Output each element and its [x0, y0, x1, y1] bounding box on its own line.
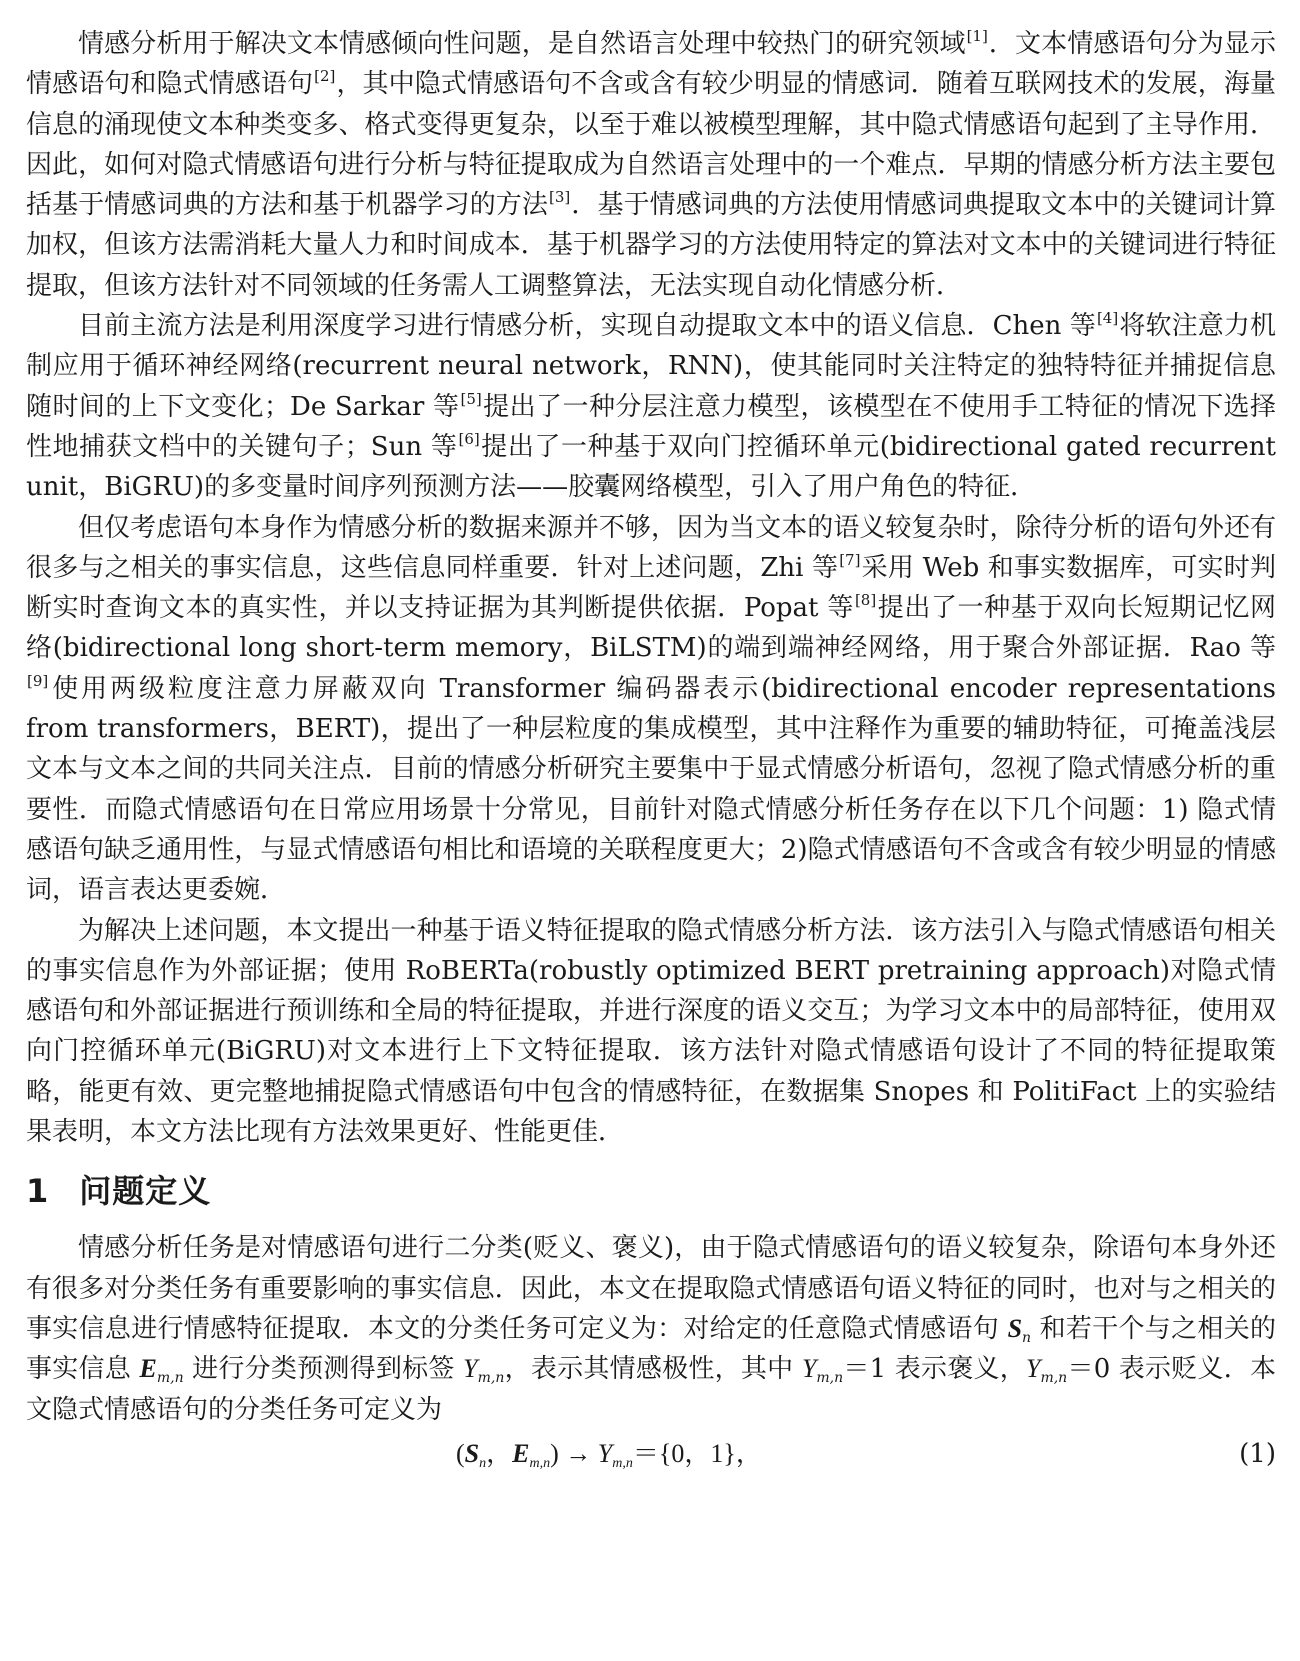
eq-symbol-Y: Y — [597, 1438, 613, 1468]
eq-arrow: → — [558, 1438, 598, 1468]
citation-ref: [7] — [839, 550, 861, 569]
definition-text-3: 进行分类预测得到标签 — [183, 1354, 464, 1385]
citation-ref: [3] — [549, 188, 571, 207]
paragraph-text: 为解决上述问题，本文提出一种基于语义特征提取的隐式情感分析方法．该方法引入与隐式情感语句相关的事实信息作为外部证据；使用 RoBERTa(robustly optimized BERT pretraining approach)对隐式情感语句和外部证据进行预训练和全局的特征提取，并进行深度的语义交互；为学习文本中的局部特征，使用双向门控循环单元(BiGRU)对文本进行上下文特征提取．该方法针对隐式情感语句设计了不同的特征提取策略，能更有效、更完整地捕捉隐式情感语句中包含的情感特征，在数据集 Snopes 和 PolitiFact 上的实验结果表明，本文方法比现有方法效果更好、性能更佳． — [26, 915, 1276, 1148]
symbol-Y: Y — [463, 1354, 478, 1384]
subscript-mn: m,n — [816, 1370, 844, 1387]
body-paragraph — [26, 306, 1276, 507]
body-paragraph — [26, 508, 1276, 911]
citation-ref: [9] — [27, 671, 49, 690]
paragraph-text: 提出了一种基于双向门控循环单元(bidirectional gated recurrent unit，BiGRU)的多变量时间序列预测方法——胶囊网络模型，引入了用户角色的特征． — [26, 431, 1276, 503]
section-title: 问题定义 — [79, 1172, 212, 1211]
eq-subscript-n: n — [479, 1455, 487, 1471]
definition-text-4: ，表示其情感极性，其中 — [504, 1354, 802, 1385]
eq-rhs: ＝{0，1}， — [632, 1438, 762, 1468]
paragraph-text: ．基于情感词典的方法使用情感词典提取文本中的关键词计算加权，但该方法需消耗大量人力和时间成本．基于机器学习的方法使用特定的算法对文本中的关键词进行特征提取，但该方法针对不同领域的任务需人工调整算法，无法实现自动化情感分析． — [26, 190, 1276, 301]
subscript-mn: m,n — [477, 1370, 505, 1387]
citation-ref: [8] — [854, 591, 877, 610]
paragraph-text: 采用 Web 和事实数据库，可实时判断实时查询文本的真实性，并以支持证据为其判断提供依据．Popat 等 — [26, 552, 1276, 624]
paragraph-text: 情感分析用于解决文本情感倾向性问题，是自然语言处理中较热门的研究领域 — [78, 29, 966, 59]
symbol-S: S — [1007, 1313, 1023, 1343]
paragraph-text: ．文本情感语句分为显示情感语句和隐式情感语句 — [26, 29, 1276, 100]
definition-text-6: ＝0 表示贬义．本文隐式情感语句的分类任务可定义为 — [26, 1354, 1277, 1425]
citation-ref: [2] — [314, 67, 336, 86]
definition-text-1: 情感分析任务是对情感语句进行二分类(贬义、褒义)，由于隐式情感语句的语义较复杂，除语句本身外还有很多对分类任务有重要影响的事实信息．因此，本文在提取隐式情感语句语义特征的同时，也对与之相关的事实信息进行情感特征提取．本文的分类任务可定义为：对给定的任意隐式情感语句 — [26, 1233, 1276, 1344]
eq-paren-close: ) — [550, 1438, 559, 1468]
paragraph-text: 使用两级粒度注意力屏蔽双向 Transformer 编码器表示(bidirectional encoder representations from transformers，BERT)，提出了一种层粒度的集成模型，其中注释作为重要的辅助特征，可掩盖浅层文本与文本之间的共同关注点．目前的情感分析研究主要集中于显式情感分析语句，忽视了隐式情感分析的重要性．而隐式情感语句在日常应用场景十分常见，目前针对隐式情感分析任务存在以下几个问题：1) 隐式情感语句缺乏通用性，与显式情感语句相比和语境的关联程度更大；2)隐式情感语句不含或含有较少明显的情感词，语言表达更委婉． — [26, 673, 1276, 906]
eq-symbol-E: E — [512, 1438, 530, 1468]
definition-text-5: ＝1 表示褒义， — [843, 1354, 1026, 1385]
section-heading — [26, 1166, 1276, 1212]
paper-page — [26, 24, 1276, 1476]
paragraph-text: ，其中隐式情感语句不含或含有较少明显的情感词．随着互联网技术的发展，海量信息的涌现使文本种类变多、格式变得更复杂，以至于难以被模型理解，其中隐式情感语句起到了主导作用．因此，如何对隐式情感语句进行分析与特征提取成为自然语言处理中的一个难点．早期的情感分析方法主要包括基于情感词典的方法和基于机器学习的方法 — [26, 69, 1276, 221]
subscript-mn: m,n — [1040, 1370, 1068, 1387]
body-paragraph — [26, 911, 1276, 1153]
subscript-mn: m,n — [156, 1370, 184, 1387]
definition-paragraph — [26, 1228, 1276, 1429]
citation-ref: [1] — [966, 27, 988, 45]
citation-ref: [4] — [1096, 309, 1119, 328]
equation-number: (1) — [1239, 1438, 1276, 1469]
equation-expression — [456, 1432, 762, 1476]
body-paragraph — [26, 24, 1276, 306]
paragraph-text: 提出了一种分层注意力模型，该模型在不使用手工特征的情况下选择性地捕获文档中的关键句子；Sun 等 — [26, 391, 1276, 462]
eq-paren-open: ( — [456, 1438, 465, 1468]
body-paragraphs — [26, 24, 1276, 1152]
citation-ref: [5] — [460, 389, 482, 408]
equation-1 — [26, 1432, 1276, 1476]
eq-subscript-mn: m,n — [612, 1455, 633, 1471]
section-number: 1 — [26, 1172, 50, 1211]
eq-comma: ， — [486, 1438, 513, 1468]
subscript-n: n — [1022, 1329, 1032, 1346]
citation-ref: [6] — [458, 429, 480, 448]
paragraph-text: 但仅考虑语句本身作为情感分析的数据来源并不够，因为当文本的语义较复杂时，除待分析的语句外还有很多与之相关的事实信息，这些信息同样重要．针对上述问题，Zhi 等 — [26, 512, 1276, 583]
symbol-E: E — [139, 1354, 157, 1384]
eq-subscript-mn: m,n — [529, 1455, 551, 1471]
paragraph-text: 提出了一种基于双向长短期记忆网络(bidirectional long short-term memory，BiLSTM)的端到端神经网络，用于聚合外部证据．Rao 等 — [26, 593, 1276, 664]
paragraph-text: 目前主流方法是利用深度学习进行情感分析，实现自动提取文本中的语义信息．Chen 等 — [78, 311, 1096, 342]
paragraph-text: 将软注意力机制应用于循环神经网络(recurrent neural network，RNN)，使其能同时关注特定的独特特征并捕捉信息随时间的上下文变化；De Sarkar 等 — [26, 311, 1276, 422]
symbol-Y: Y — [1025, 1354, 1041, 1384]
definition-text-2: 和若干个与之相关的事实信息 — [26, 1313, 1276, 1385]
symbol-Y: Y — [801, 1354, 817, 1384]
eq-symbol-S: S — [464, 1438, 480, 1468]
